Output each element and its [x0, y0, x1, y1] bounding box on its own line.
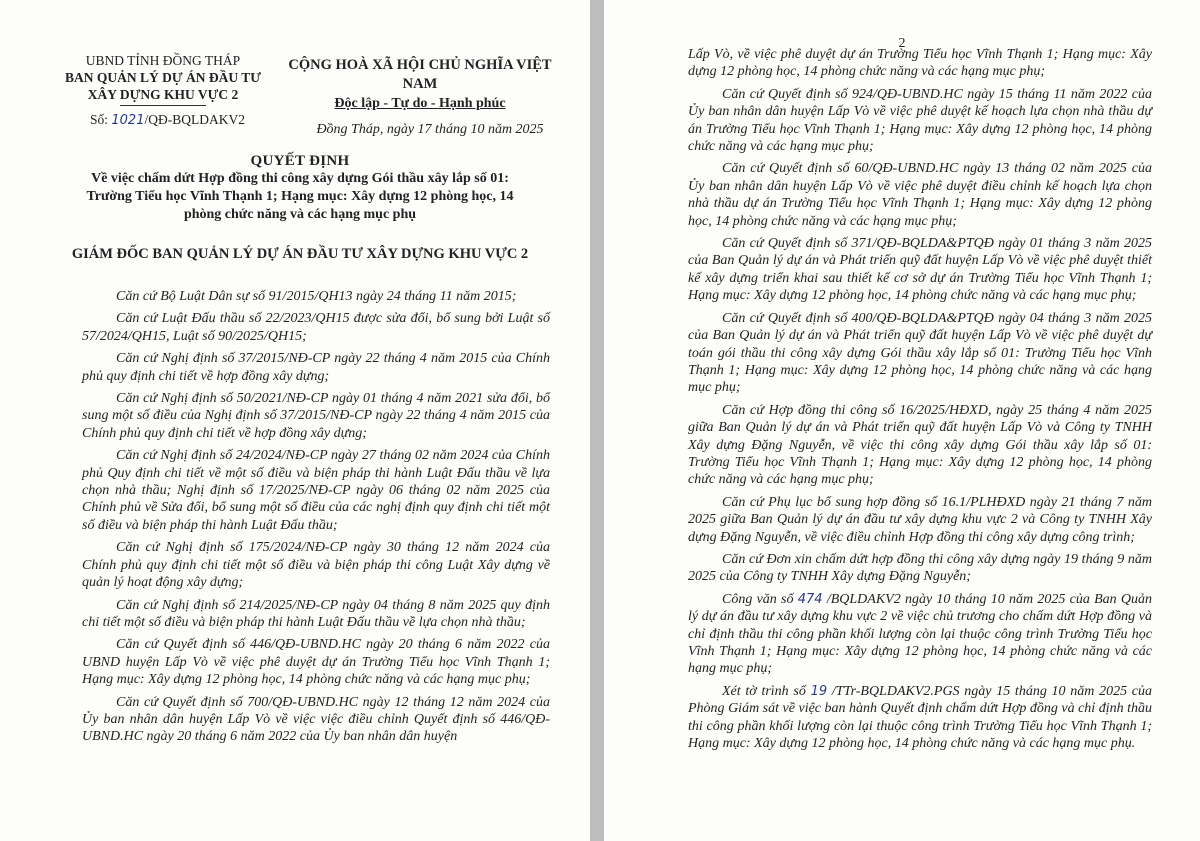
continued-paragraph: Lấp Vò, về việc phê duyệt dự án Trường Tiểu học Vĩnh Thạnh 1; Hạng mục: Xây dựng 12 phòng học, 14 phòng chức năng và các hạng mục phụ; — [688, 47, 1152, 80]
legal-basis-paragraph: Căn cứ Nghị định số 50/2021/NĐ-CP ngày 01 tháng 4 năm 2021 sửa đổi, bổ sung một số điều của Nghị định số 37/2015/NĐ-CP ngày 22 tháng 4 năm 2015 của Chính phủ quy định chi tiết về hợp đồng xây dựng; — [82, 391, 550, 441]
legal-basis-paragraph: Căn cứ Quyết định số 700/QĐ-UBND.HC ngày 12 tháng 12 năm 2024 của Ủy ban nhân dân huyện Lấp Vò về việc việc điều chỉnh Quyết định số 446/QĐ-UBND.HC ngày 20 tháng 6 năm 2022 của Ủy ban nhân dân huyện — [82, 694, 550, 745]
legal-basis-paragraph: Căn cứ Quyết định số 371/QĐ-BQLDA&PTQĐ ngày 01 tháng 3 năm 2025 của Ban Quản lý dự án và Phát triển quỹ đất huyện Lấp Vò về việc phê duyệt thiết kế xây dựng triển khai sau thiết kế cơ sở dự án Trường Tiểu học Vĩnh Thạnh 1; Hạng mục: Xây dựng 12 phòng học, 14 phòng chức năng và các hạng mục phụ; — [688, 236, 1152, 304]
legal-basis-paragraph: Căn cứ Nghị định số 37/2015/NĐ-CP ngày 22 tháng 4 năm 2015 của Chính phủ quy định chi tiết về hợp đồng xây dựng; — [82, 351, 550, 384]
decision-subject-3: phòng chức năng và các hạng mục phụ — [183, 207, 417, 222]
national-name: CỘNG HOÀ XÃ HỘI CHỦ NGHĨA VIỆT NAM — [288, 57, 552, 92]
legal-basis-paragraph: Căn cứ Quyết định số 446/QĐ-UBND.HC ngày 20 tháng 6 năm 2022 của UBND huyện Lấp Vò về việc phê duyệt dự án Trường Tiểu học Vĩnh Thạnh 1; Hạng mục: Xây dựng 12 phòng học, 14 phòng chức năng và các hạng mục phụ; — [82, 637, 550, 688]
legal-basis-paragraph: Căn cứ Quyết định số 400/QĐ-BQLDA&PTQĐ ngày 04 tháng 3 năm 2025 của Ban Quản lý dự án và Phát triển quỹ đất huyện Lấp Vò về việc phê duyệt dự toán gói thầu thi công xây dựng Gói thầu xây lắp số 01: Trường Tiểu học Vĩnh Thạnh 1; Hạng mục: Xây dựng 12 phòng học, 14 phòng chức năng và các hạng mục phụ; — [688, 310, 1152, 396]
national-motto: Độc lập - Tự do - Hạnh phúc — [334, 96, 506, 111]
page-gutter — [590, 0, 604, 841]
official-letter-handwritten-number: 474 — [797, 591, 823, 607]
decision-subject-2: Trường Tiểu học Vĩnh Thạnh 1; Hạng mục: Xây dựng 12 phòng học, 14 — [86, 189, 514, 204]
official-letter-prefix: Công văn số — [722, 591, 794, 607]
issuer-area: XÂY DỰNG KHU VỰC 2 — [87, 87, 239, 102]
legal-basis-paragraph: Căn cứ Bộ Luật Dân sự số 91/2015/QH13 ngày 24 tháng 11 năm 2015; — [116, 289, 517, 304]
place-date: Đồng Tháp, ngày 17 tháng 10 năm 2025 — [316, 122, 544, 137]
legal-basis-paragraph: Căn cứ Nghị định số 175/2024/NĐ-CP ngày 30 tháng 12 năm 2024 của Chính phủ quy định chi tiết một số điều và biện pháp thi công Luật Xây dựng về quản lý hoạt động xây dựng; — [82, 540, 550, 591]
submission-handwritten-number: 19 — [810, 683, 828, 699]
legal-basis-paragraph: Căn cứ Hợp đồng thi công số 16/2025/HĐXD, ngày 25 tháng 4 năm 2025 giữa Ban Quản lý dự án và Phát triển quỹ đất huyện Lấp Vò và Công ty TNHH Xây dựng Đặng Nguyễn, về việc thi công xây dựng Gói thầu xây lắp số 01: Trường Tiểu học Vĩnh Thạnh 1; Hạng mục: Xây dựng 12 phòng học, 14 phòng chức năng và các hạng mục phụ; — [688, 402, 1152, 488]
issuer-province: UBND TỈNH ĐỒNG THÁP — [85, 53, 241, 68]
doc-no-handwritten: 1021 — [111, 113, 145, 128]
legal-basis-paragraph: Căn cứ Nghị định số 24/2024/NĐ-CP ngày 27 tháng 02 năm 2024 của Chính phủ Quy định chi tiết về một số điều và biện pháp thi hành Luật Đấu thầu về lựa chọn nhà thầu; Nghị định số 17/2025/NĐ-CP ngày 06 tháng 02 năm 2025 của Chính phủ về Sửa đổi, bổ sung một số điều của các nghị định quy định chi tiết một số điều và biện pháp thi hành Luật Đấu thầu; — [82, 448, 550, 533]
issuer-board: BAN QUẢN LÝ DỰ ÁN ĐẦU TƯ — [64, 70, 261, 85]
decision-subject-1: Về việc chấm dứt Hợp đồng thi công xây dựng Gói thầu xây lắp số 01: — [91, 171, 509, 186]
national-header — [270, 56, 570, 113]
director-heading: GIÁM ĐỐC BAN QUẢN LÝ DỰ ÁN ĐẦU TƯ XÂY DỰNG KHU VỰC 2 — [71, 246, 529, 262]
legal-basis-paragraph: Căn cứ Quyết định số 60/QĐ-UBND.HC ngày 13 tháng 02 năm 2025 của Ủy ban nhân dân huyện Lấp Vò về việc phê duyệt điều chỉnh kế hoạch lựa chọn nhà thầu dự án Trường Tiểu học Vĩnh Thạnh 1; Hạng mục: Xây dựng 12 phòng học, 14 phòng chức năng và các hạng mục phụ; — [688, 161, 1152, 229]
official-letter-paragraph — [688, 591, 1152, 678]
decision-title — [40, 152, 560, 224]
legal-basis-paragraph: Căn cứ Nghị định số 214/2025/NĐ-CP ngày 04 tháng 8 năm 2025 quy định chi tiết một số điều và biện pháp thi hành Luật Đấu thầu về lựa chọn nhà thầu; — [82, 597, 550, 630]
submission-paragraph — [688, 683, 1152, 753]
doc-no-suffix: /QĐ-BQLDAKV2 — [144, 112, 245, 127]
page-number: 2 — [898, 36, 906, 51]
legal-basis-paragraph: Căn cứ Quyết định số 924/QĐ-UBND.HC ngày 15 tháng 11 năm 2022 của Ủy ban nhân dân huyện Lấp Vò về việc phê duyệt kế hoạch lựa chọn nhà thầu dự án Trường Tiểu học Vĩnh Thạnh 1; Hạng mục: Xây dựng 12 phòng học, 14 phòng chức năng và các hạng mục phụ; — [688, 86, 1152, 155]
document-number — [58, 111, 268, 129]
legal-basis-paragraph: Căn cứ Luật Đấu thầu số 22/2023/QH15 được sửa đổi, bổ sung bởi Luật số 57/2024/QH15, Luật số 90/2025/QH15; — [82, 311, 550, 344]
document-page-1 — [0, 0, 590, 841]
official-letter-text: /BQLDAKV2 ngày 10 tháng 10 năm 2025 của Ban Quản lý dự án đầu tư xây dựng khu vực 2 về việc chủ trương cho chấm dứt Hợp đồng và chỉ định thầu thi công phần khối lượng còn lại thuộc công trình Trường Tiểu học Vĩnh Thạnh 1; Hạng mục: Xây dựng 12 phòng học, 14 phòng chức năng và các hạng mục phụ; — [688, 591, 1153, 677]
legal-basis-paragraph: Căn cứ Phụ lục bổ sung hợp đồng số 16.1/PLHĐXD ngày 21 tháng 7 năm 2025 giữa Ban Quản lý dự án đầu tư xây dựng khu vực 2 và Công ty TNHH Xây dựng Đặng Nguyễn, về việc điều chỉnh Hợp đồng thi công xây dựng công trình; — [688, 494, 1152, 545]
issuer-header — [58, 52, 268, 129]
legal-basis-list-continued — [688, 46, 1152, 757]
legal-basis-paragraph: Căn cứ Đơn xin chấm dứt hợp đồng thi công xây dựng ngày 19 tháng 9 năm 2025 của Công ty TNHH Xây dựng Đặng Nguyễn; — [688, 551, 1152, 585]
legal-basis-list — [82, 288, 550, 751]
submission-prefix: Xét tờ trình số — [722, 683, 806, 699]
doc-no-label: Số: — [90, 112, 109, 127]
document-page-2 — [604, 0, 1200, 841]
decision-heading: QUYẾT ĐỊNH — [250, 153, 350, 169]
submission-text: /TTr-BQLDAKV2.PGS ngày 15 tháng 10 năm 2025 của Phòng Giám sát về việc ban hành Quyết định chấm dứt Hợp đồng và chỉ định thầu thi công phần khối lượng còn lại thuộc công trình Trường Tiểu học Vĩnh Thạnh 1; Hạng mục: Xây dựng 12 phòng học, 14 phòng chức năng và các hạng mục phụ. — [688, 683, 1153, 752]
issuer-underline — [120, 105, 206, 106]
